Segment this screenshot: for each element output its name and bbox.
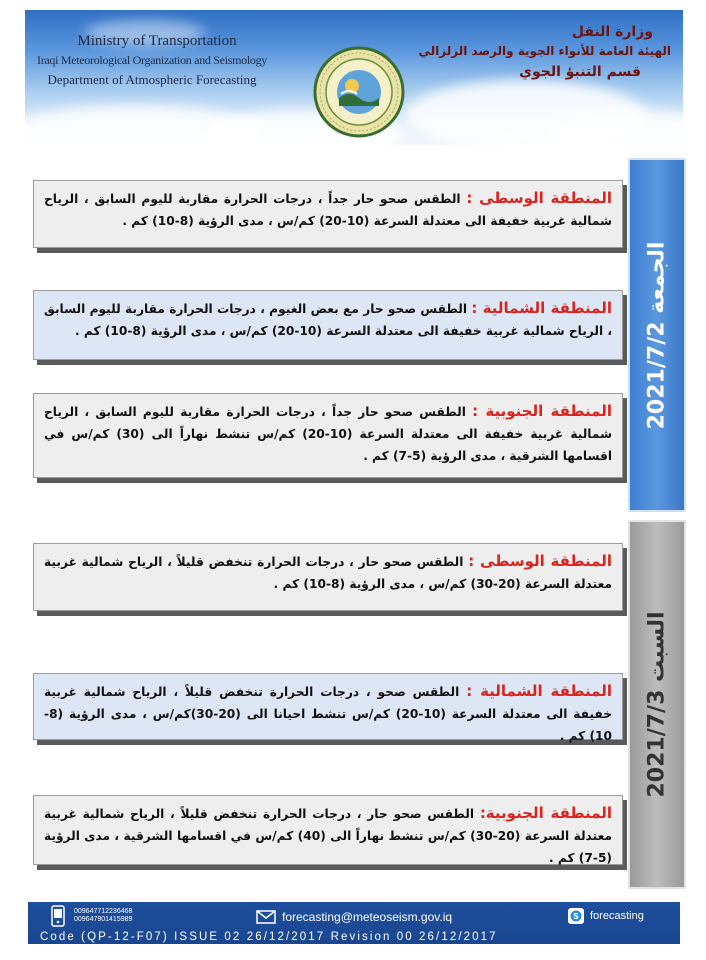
forecast-text: الطقس صحو ، درجات الحرارة تنخفض قليلاً ، الرياح شمالية غربية خفيفة الى معتدلة السرعة (10-20) كم/س تنشط احيانا الى (20-30)كم/س ، مدى الرؤية (8-10) كم .	[44, 685, 612, 743]
department-name-ar: قسم التنبؤ الجوي	[519, 64, 641, 80]
mobile-phone-icon	[50, 905, 66, 927]
forecast-box-north-day1	[33, 290, 623, 360]
ministry-name-ar: وزارة النقل	[571, 24, 653, 40]
arabic-org-name	[418, 24, 671, 80]
phone-numbers	[74, 908, 132, 924]
organization-logo-icon	[313, 46, 405, 138]
forecast-text: الطقس صحو حار جداً ، درجات الحرارة مقاربة لليوم السابق ، الرياح شمالية غربية خفيفة الى معتدلة السرعة (10-20) كم/س تنشط نهاراً الى (30) كم/س في اقسامها الشرقية ، مدى الرؤية (5-7) كم .	[44, 405, 613, 463]
header-banner	[25, 10, 683, 145]
region-label: المنطقة الوسطى :	[468, 552, 612, 570]
forecast-text: الطقس صحو حار مع بعض الغيوم ، درجات الحرارة مقاربة لليوم السابق ، الرياح شمالية غربية خفيفة الى معتدلة السرعة (10-20) كم/س ، مدى الرؤية (8-10) كم .	[44, 302, 612, 338]
region-label: المنطقة الجنوبية:	[479, 804, 612, 822]
day-bar-saturday	[628, 520, 686, 889]
contact-email[interactable]: forecasting@meteoseism.gov.iq	[282, 910, 453, 924]
date-label-saturday: السبت 2021/7/3	[644, 611, 670, 798]
svg-text:S: S	[573, 912, 579, 921]
forecast-box-north-day2	[33, 673, 623, 743]
footer-bar	[28, 902, 680, 944]
forecast-box-south-day2	[33, 795, 623, 865]
forecast-text: الطقس صحو حار جداً ، درجات الحرارة مقاربة لليوم السابق ، الرياح شمالية غربية خفيفة الى معتدلة السرعة (10-20) كم/س ، مدى الرؤية (8-10) كم .	[44, 192, 612, 228]
phone-number: 009647712236468	[74, 908, 133, 915]
organization-name-ar: الهيئة العامة للأنواء الجوية والرصد الزلزالي	[418, 44, 671, 58]
english-org-name	[37, 32, 267, 89]
forecast-text: الطقس صحو حار ، درجات الحرارة تنخفض قليلاً ، الرياح شمالية غربية معتدلة السرعة (20-30) كم/س تنشط نهاراً الى (40) كم/س في اقسامها الشرقية ، مدى الرؤية (5-7) كم .	[44, 807, 612, 865]
envelope-icon	[256, 910, 276, 924]
ministry-name-en: Ministry of Transportation	[77, 33, 237, 49]
forecast-box-south-day1	[33, 393, 623, 478]
phone-number: 009647901415989	[74, 916, 133, 923]
forecast-box-central-day2	[33, 543, 623, 611]
forecast-box-central-day1	[33, 180, 623, 248]
skype-icon	[568, 908, 584, 924]
document-code-line: Code (QP-12-F07) ISSUE 02 26/12/2017 Revision 00 26/12/2017	[40, 931, 498, 943]
department-name-en: Department of Atmospheric Forecasting	[47, 72, 257, 87]
forecast-text: الطقس صحو حار ، درجات الحرارة تنخفض قليلاً ، الرياح شمالية غربية معتدلة السرعة (20-30) كم/س ، مدى الرؤية (8-10) كم .	[44, 555, 612, 591]
day-bar-friday	[628, 158, 686, 512]
region-label: المنطقة الوسطى :	[466, 189, 613, 207]
region-label: المنطقة الجنوبية :	[472, 402, 612, 420]
skype-handle[interactable]: forecasting	[590, 910, 644, 922]
date-label-friday: الجمعة 2021/7/2	[644, 241, 670, 429]
organization-name-en: Iraqi Meteorological Organization and Seismology	[37, 53, 267, 67]
region-label: المنطقة الشمالية :	[466, 682, 612, 700]
region-label: المنطقة الشمالية :	[471, 299, 612, 317]
